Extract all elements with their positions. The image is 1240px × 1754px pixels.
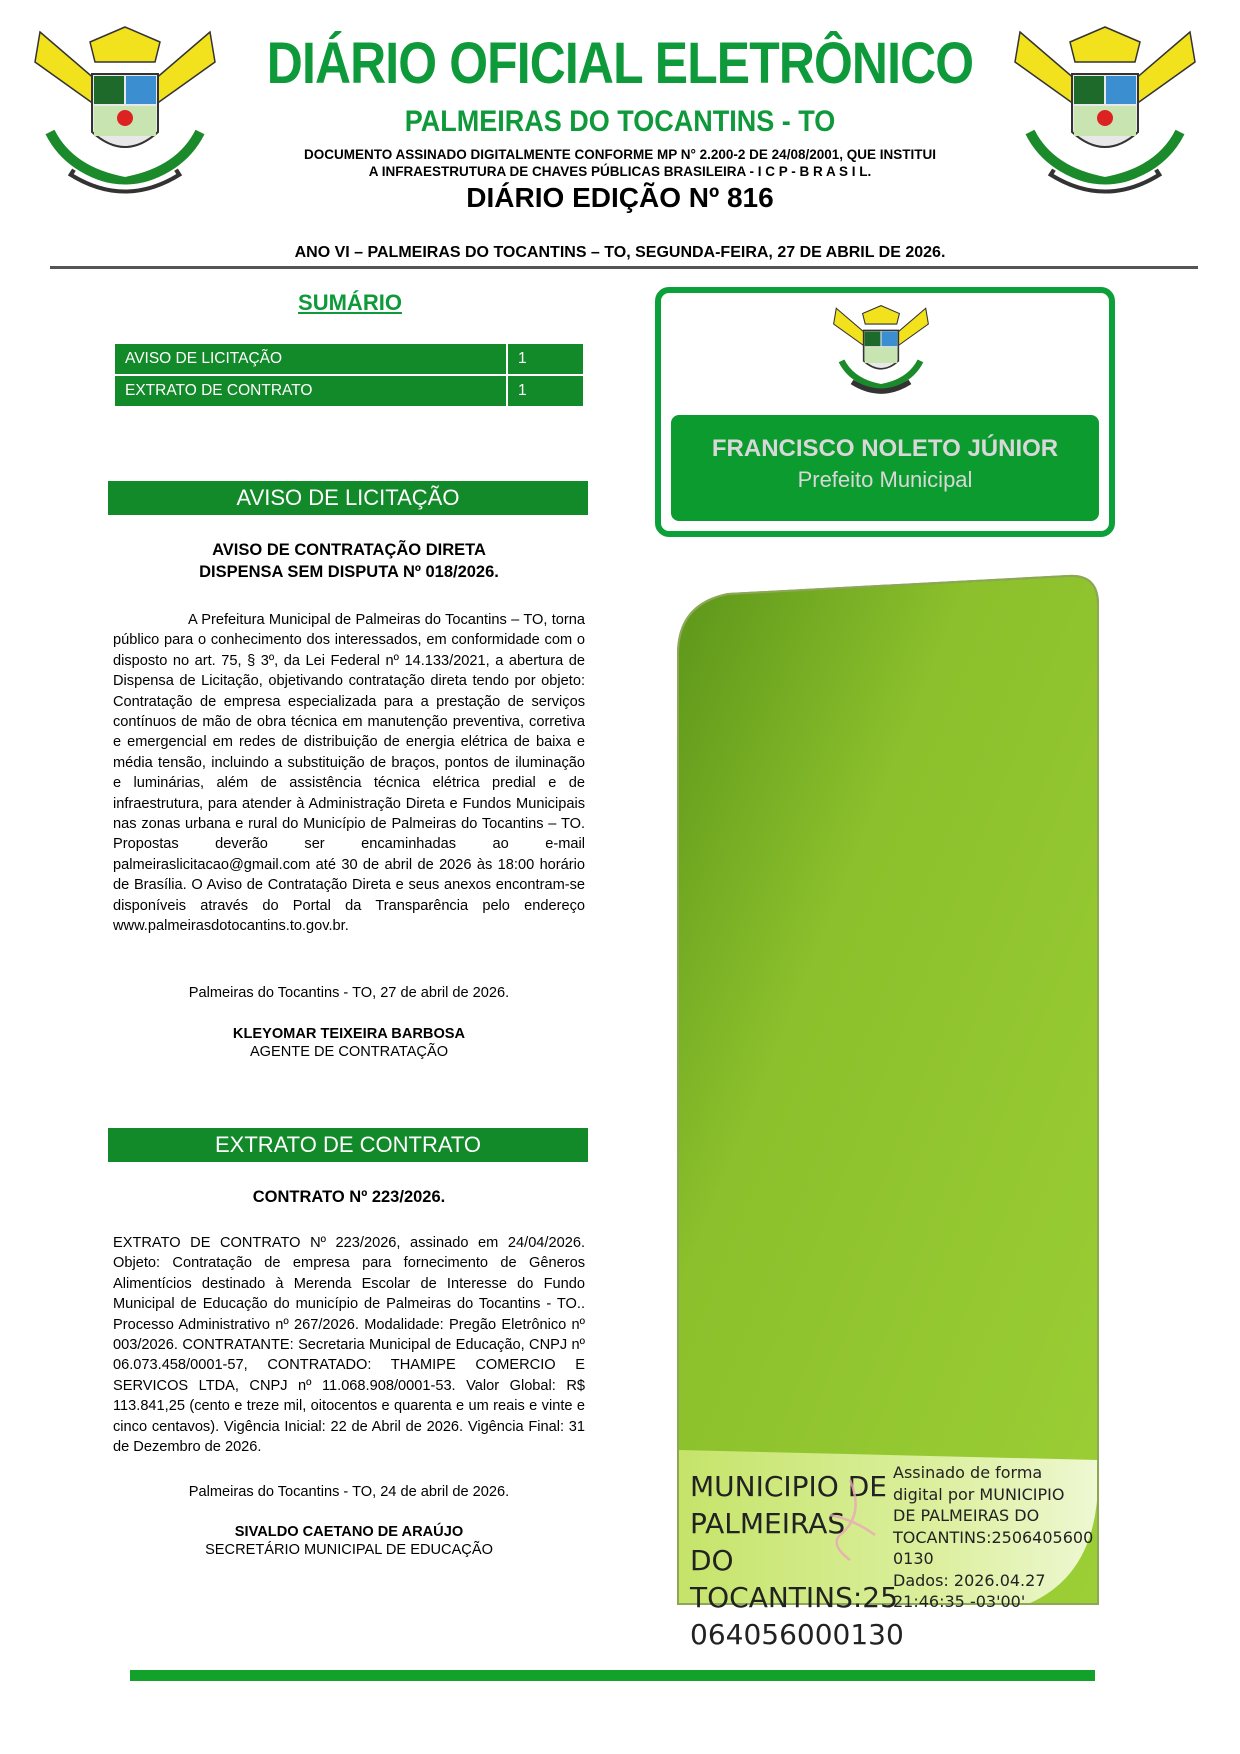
aviso-signer-role: AGENTE DE CONTRATAÇÃO (249, 1044, 449, 1060)
signature-detail-line: DE PALMEIRAS DO (893, 1506, 1040, 1525)
municipality-subtitle: PALMEIRAS DO TOCANTINS - TO (404, 105, 836, 138)
summary-row-page: 1 (507, 343, 584, 375)
extrato-signer-name: SIVALDO CAETANO DE ARAÚJO (234, 1524, 464, 1540)
edition-number: DIÁRIO EDIÇÃO Nº 816 (466, 182, 774, 213)
footer-rule (130, 1670, 1095, 1681)
dateline: ANO VI – PALMEIRAS DO TOCANTINS – TO, SEGUNDA-FEIRA, 27 DE ABRIL DE 2026. (294, 244, 946, 261)
signature-big-line: MUNICIPIO DE (690, 1470, 887, 1503)
signature-detail-line: Assinado de forma (893, 1463, 1043, 1482)
signature-detail-line: 21:46:35 -03'00' (893, 1592, 1026, 1611)
signature-detail-line: 0130 (893, 1549, 934, 1568)
header-divider (50, 266, 1198, 269)
summary-table (113, 342, 585, 408)
signature-detail-line: digital por MUNICIPIO (893, 1484, 1065, 1504)
summary-row-label: EXTRATO DE CONTRATO (114, 375, 507, 407)
coat-of-arms-right (1010, 22, 1200, 212)
aviso-signature (113, 1025, 585, 1061)
coat-of-arms-card (831, 303, 931, 403)
extrato-heading: CONTRATO Nº 223/2026. (252, 1188, 446, 1206)
mayor-name: FRANCISCO NOLETO JÚNIOR (711, 435, 1059, 462)
summary-row-label: AVISO DE LICITAÇÃO (114, 343, 507, 375)
aviso-section-bar: AVISO DE LICITAÇÃO (108, 481, 588, 515)
extrato-body: EXTRATO DE CONTRATO Nº 223/2026, assinado em 24/04/2026. Objeto: Contratação de empresa para fornecimento de Gêneros Alimentícios destinado à Merenda Escolar de Interesse do Fundo Municipal de Educação do município de Palmeiras do Tocantins - TO.. Processo Administrativo nº 267/2026. Modalidade: Pregão Eletrônico nº 003/2026. CONTRATANTE: Secretaria Municipal de Educação, CNPJ nº 06.073.458/0001-57, CONTRATADO: THAMIPE COMERCIO E SERVICOS LTDA, CNPJ nº 11.068.908/0001-53. Valor Global: R$ 113.841,25 (cento e treze mil, oitocentos e quarenta e um reais e vinte e cinco centavos). Vigência Inicial: 22 de Abril de 2026. Vigência Final: 31 de Dezembro de 2026. (113, 1235, 585, 1456)
legal-note-line-2: A INFRAESTRUTURA DE CHAVES PÚBLICAS BRASILEIRA - I C P - B R A S I L. (368, 164, 872, 179)
signature-big-line: PALMEIRAS DO (690, 1507, 846, 1577)
legal-note (240, 146, 1000, 180)
coat-of-arms-left (30, 22, 220, 212)
aviso-heading-line-2: DISPENSA SEM DISPUTA Nº 018/2026. (199, 563, 499, 581)
summary-row[interactable] (114, 375, 584, 407)
decorative-green-panel (668, 574, 1108, 1614)
legal-note-line-1: DOCUMENTO ASSINADO DIGITALMENTE CONFORME MP N° 2.200-2 DE 24/08/2001, QUE INSTITUI (303, 147, 936, 162)
summary-title: SUMÁRIO (298, 290, 402, 315)
mayor-role: Prefeito Municipal (797, 467, 973, 492)
aviso-place-date: Palmeiras do Tocantins - TO, 27 de abril de 2026. (188, 985, 510, 1001)
extrato-signer-role: SECRETÁRIO MUNICIPAL DE EDUCAÇÃO (205, 1542, 493, 1558)
extrato-signature (113, 1523, 585, 1559)
aviso-signer-name: KLEYOMAR TEIXEIRA BARBOSA (232, 1026, 466, 1042)
mayor-band (671, 415, 1099, 521)
aviso-heading (113, 539, 585, 583)
signature-big-line: 064056000130 (690, 1618, 904, 1651)
signature-seal-icon (820, 1475, 880, 1565)
summary-row[interactable] (114, 343, 584, 375)
summary-row-page: 1 (507, 375, 584, 407)
extrato-place-date: Palmeiras do Tocantins - TO, 24 de abril de 2026. (188, 1484, 510, 1500)
signature-details (893, 1462, 1093, 1613)
aviso-body: A Prefeitura Municipal de Palmeiras do Tocantins – TO, torna público para o conhecimento dos interessados, em conformidade com o disposto no art. 75, § 3º, da Lei Federal nº 14.133/2021, a abertura de Dispensa de Licitação, objetivando contratação direta tendo por objeto: Contratação de empresa especializada para a prestação de serviços contínuos de mão de obra técnica em manutenção preventiva, corretiva e emergencial em redes de distribuição de energia elétrica de baixa e média tensão, incluindo a substituição de braços, pontos de iluminação e luminárias, além de assistência técnica elétrica predial e de infraestrutura, para atender à Administração Direta e Fundos Municipais nas zonas urbana e rural do Município de Palmeiras do Tocantins – TO. Propostas deverão ser encaminhadas ao e-mail palmeiraslicitacao@gmail.com até 30 de abril de 2026 às 18:00 horário de Brasília. O Aviso de Contratação Direta e seus anexos encontram-se disponíveis através do Portal da Transparência pelo endereço www.palmeirasdotocantins.to.gov.br. (113, 612, 585, 935)
extrato-section-bar: EXTRATO DE CONTRATO (108, 1128, 588, 1162)
newspaper-title: DIÁRIO OFICIAL ELETRÔNICO (266, 31, 974, 96)
signature-detail-line: TOCANTINS:2506405600 (893, 1527, 1094, 1547)
mayor-card (655, 287, 1115, 537)
signature-big-line: TOCANTINS:25 (690, 1581, 898, 1614)
aviso-heading-line-1: AVISO DE CONTRATAÇÃO DIRETA (212, 541, 486, 559)
signature-detail-line: Dados: 2026.04.27 (893, 1570, 1046, 1590)
